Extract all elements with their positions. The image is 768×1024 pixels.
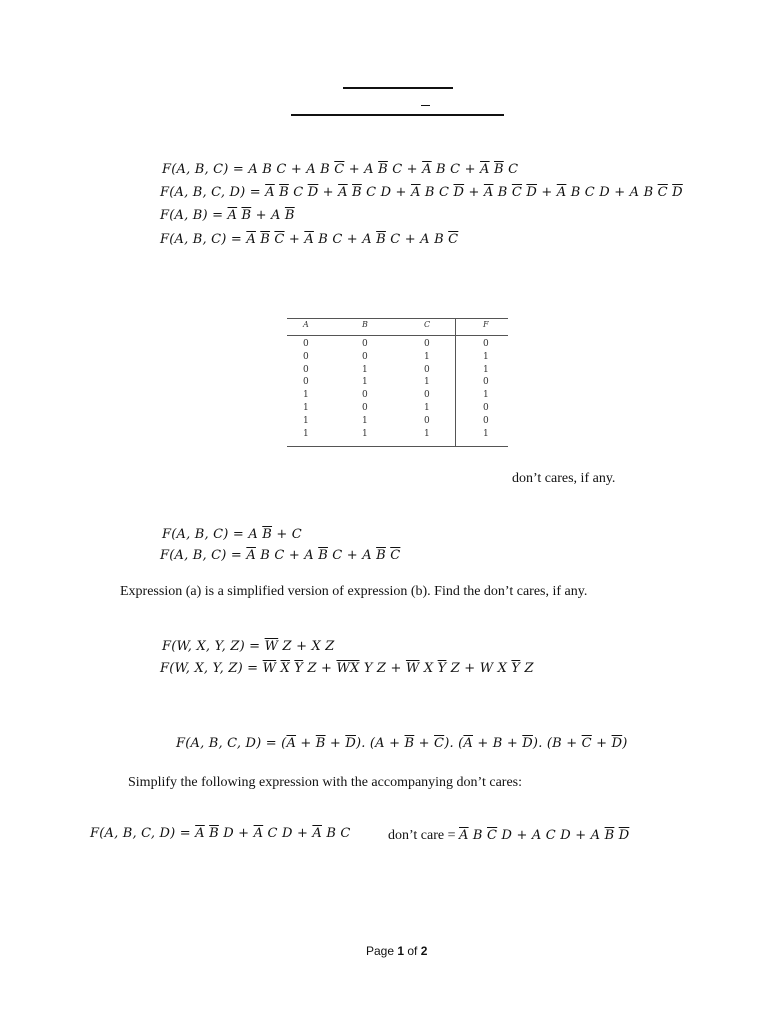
equation-segment: Y Z +	[359, 661, 406, 676]
overlined-term: $\overline{A}$	[265, 185, 275, 200]
overlined-term: $\overline{A}$	[459, 828, 469, 843]
overlined-term: $\overline{C}$	[581, 736, 592, 751]
overlined-term: $\overline{WX}$	[336, 661, 360, 676]
table-cell: 0	[483, 403, 489, 413]
table-cell: 1	[362, 428, 368, 439]
table-cell: 0	[303, 351, 309, 362]
table-cell: 1	[424, 377, 430, 388]
overlined-term: $\overline{D}$	[307, 185, 319, 200]
equation-segment: C	[503, 162, 519, 177]
equation-wxyz-2	[160, 661, 534, 676]
equation-segment: C D +	[361, 185, 411, 200]
footer-page-number: 1	[397, 944, 405, 958]
equation-segment: F(A, B, C) =	[160, 548, 247, 563]
equation-4	[160, 232, 458, 247]
equation-segment: B	[493, 185, 512, 200]
equation-segment: C + A B	[385, 232, 449, 247]
equation-segment: B C	[420, 185, 454, 200]
equation-segment: +	[318, 185, 339, 200]
table-cell: 1	[483, 364, 489, 375]
equation-segment: ). (	[444, 736, 464, 751]
table-cell: 1	[362, 364, 368, 375]
overlined-term: $\overline{A}$	[227, 208, 238, 223]
equation-segment: Z + W X	[446, 661, 512, 676]
equation-segment: C +	[387, 162, 423, 177]
table-cell: 1	[483, 351, 489, 362]
overlined-term: $\overline{D}$	[672, 185, 683, 200]
overlined-term: $\overline{A}$	[286, 736, 297, 751]
table-cell: 0	[303, 377, 309, 388]
overlined-term: $\overline{A}$	[338, 185, 348, 200]
dont-care-label: don’t care =	[388, 828, 459, 843]
overlined-term: $\overline{A}$	[312, 826, 322, 841]
overlined-term: $\overline{D}$	[611, 736, 623, 751]
equation-segment: +	[591, 736, 612, 751]
overlined-term: $\overline{A}$	[463, 736, 474, 751]
overlined-term: $\overline{B}$	[352, 185, 362, 200]
equation-2	[160, 185, 683, 200]
overlined-term: $\overline{C}$	[657, 185, 668, 200]
equation-segment: +	[325, 736, 346, 751]
table-cell: 1	[303, 390, 309, 401]
equation-segment: X	[419, 661, 438, 676]
overlined-term: $\overline{C}$	[448, 232, 459, 247]
truth-table	[287, 315, 508, 448]
equation-segment: D +	[218, 826, 254, 841]
table-cell: 0	[424, 339, 430, 349]
equation-segment: F(A, B, C) = A B C + A B	[162, 162, 335, 177]
overlined-term: $\overline{A}$	[410, 185, 421, 200]
equation-segment: +	[296, 736, 316, 751]
overlined-term: $\overline{A}$	[480, 162, 490, 177]
table-cell: 1	[362, 415, 368, 426]
table-cell: 1	[362, 377, 368, 388]
equation-segment: B C	[321, 826, 351, 841]
overlined-term: $\overline{X}$	[280, 661, 290, 676]
equation-segment: F(W, X, Y, Z) =	[162, 639, 265, 654]
dont-care-terms	[459, 828, 629, 843]
equation-segment: F(W, X, Y, Z) =	[160, 661, 263, 676]
equation-segment: F(A, B, C, D) = (	[176, 736, 287, 751]
equation-final	[90, 826, 351, 841]
equation-segment: ). (A +	[355, 736, 405, 751]
equation-segment: F(A, B, C) =	[160, 232, 247, 247]
overlined-term: $\overline{Y}$	[294, 661, 304, 676]
overlined-term: $\overline{C}$	[487, 828, 498, 843]
overlined-term: $\overline{B}$	[262, 527, 273, 542]
table-header-b: B	[362, 320, 368, 329]
table-cell: 1	[303, 403, 309, 413]
table-header-c: C	[424, 320, 431, 329]
equation-product-of-sums	[176, 736, 627, 751]
overlined-term: $\overline{B}$	[209, 826, 219, 841]
equation-a	[162, 527, 302, 542]
overlined-term: $\overline{A}$	[195, 826, 205, 841]
equation-3	[160, 208, 295, 223]
footer-prefix: Page	[366, 944, 398, 958]
equation-segment: C	[288, 185, 308, 200]
subtitle-minus-mark	[421, 105, 430, 106]
equation-segment: B C + A	[313, 232, 377, 247]
equation-segment: C D +	[263, 826, 313, 841]
overlined-term: $\overline{A}$	[422, 162, 432, 177]
equation-segment: D + A C D + A	[497, 828, 605, 843]
equation-segment: + A	[344, 162, 379, 177]
equation-segment: F(A, B, C, D) =	[160, 185, 266, 200]
table-cell: 1	[424, 351, 430, 362]
equation-wxyz-1	[162, 639, 335, 654]
overlined-term: $\overline{Y}$	[437, 661, 447, 676]
overlined-term: $\overline{C}$	[334, 162, 345, 177]
equation-1	[162, 162, 518, 177]
table-header-a: A	[303, 320, 309, 329]
overlined-term: $\overline{D}$	[522, 736, 533, 751]
equation-segment: B C + A	[255, 548, 319, 563]
table-cell: 0	[362, 351, 368, 362]
equation-segment: +	[537, 185, 557, 200]
equation-segment: + C	[272, 527, 302, 542]
overlined-term: $\overline{Y}$	[511, 661, 521, 676]
equation-segment: ). (B +	[532, 736, 582, 751]
equation-segment: C + A	[327, 548, 377, 563]
title-underline-1	[343, 87, 453, 89]
dont-care-expression	[388, 826, 629, 844]
overlined-term: $\overline{W}$	[264, 639, 279, 654]
overlined-term: $\overline{B}$	[378, 162, 388, 177]
overlined-term: $\overline{C}$	[511, 185, 523, 200]
overlined-term: $\overline{B}$	[284, 208, 295, 223]
overlined-term: $\overline{A}$	[304, 232, 314, 247]
overlined-term: $\overline{D}$	[345, 736, 356, 751]
overlined-term: $\overline{B}$	[493, 162, 504, 177]
overlined-term: $\overline{B}$	[376, 548, 386, 563]
table-cell: 1	[483, 390, 489, 401]
equation-segment: + A	[251, 208, 285, 223]
overlined-term: $\overline{D}$	[453, 185, 465, 200]
equation-segment: B	[468, 828, 488, 843]
page-footer	[366, 944, 427, 958]
overlined-term: $\overline{D}$	[618, 828, 630, 843]
equation-segment: Z +	[303, 661, 337, 676]
equation-segment: B C +	[431, 162, 481, 177]
table-cell: 0	[483, 377, 489, 388]
overlined-term: $\overline{B}$	[260, 232, 271, 247]
table-header-rule	[287, 335, 508, 336]
equation-segment: F(A, B, C) = A	[162, 527, 263, 542]
equation-segment: + B +	[473, 736, 523, 751]
table-cell: 0	[303, 364, 309, 375]
simplify-instruction: Simplify the following expression with the accompanying don’t cares:	[128, 775, 522, 790]
table-column-divider	[455, 318, 456, 447]
equation-segment: +	[284, 232, 305, 247]
table-cell: 0	[303, 339, 309, 349]
overlined-term: $\overline{C}$	[434, 736, 445, 751]
table-bottom-rule	[287, 446, 508, 447]
overlined-term: $\overline{B}$	[315, 736, 326, 751]
table-cell: 0	[424, 390, 430, 401]
footer-middle: of	[404, 944, 421, 958]
table-cell: 1	[303, 415, 309, 426]
table-cell: 0	[424, 364, 430, 375]
table-cell: 0	[483, 339, 489, 349]
table-cell: 1	[483, 428, 489, 439]
table-cell: 0	[362, 390, 368, 401]
equation-segment: +	[464, 185, 484, 200]
equation-segment: Z + X Z	[278, 639, 335, 654]
title-underline-2	[291, 114, 504, 116]
overlined-term: $\overline{B}$	[241, 208, 252, 223]
overlined-term: $\overline{C}$	[274, 232, 285, 247]
equation-segment: F(A, B) =	[160, 208, 228, 223]
overlined-term: $\overline{W}$	[262, 661, 277, 676]
overlined-term: $\overline{B}$	[279, 185, 289, 200]
table-cell: 0	[362, 339, 368, 349]
table-cell: 0	[362, 403, 368, 413]
overlined-term: $\overline{B}$	[376, 232, 386, 247]
overlined-term: $\overline{A}$	[483, 185, 494, 200]
table-cell: 1	[424, 403, 430, 413]
equation-b	[160, 548, 400, 563]
table-header-f: F	[483, 320, 489, 329]
overlined-term: $\overline{W}$	[405, 661, 420, 676]
overlined-term: $\overline{A}$	[556, 185, 567, 200]
overlined-term: $\overline{C}$	[390, 548, 401, 563]
equation-segment: B C D + A B	[566, 185, 658, 200]
overlined-term: $\overline{B}$	[318, 548, 328, 563]
footer-total-pages: 2	[420, 944, 428, 958]
table-cell: 0	[424, 415, 430, 426]
overlined-term: $\overline{A}$	[246, 232, 256, 247]
table-cell: 1	[424, 428, 430, 439]
dont-cares-note: don’t cares, if any.	[512, 471, 616, 486]
overlined-term: $\overline{B}$	[604, 828, 615, 843]
table-cell: 0	[483, 415, 489, 426]
equation-segment: Z	[520, 661, 534, 676]
table-top-rule	[287, 318, 508, 319]
overlined-term: $\overline{B}$	[404, 736, 415, 751]
overlined-term: $\overline{D}$	[526, 185, 538, 200]
table-cell: 1	[303, 428, 309, 439]
expression-instruction: Expression (a) is a simplified version of expression (b). Find the don’t cares, if any.	[120, 584, 588, 599]
overlined-term: $\overline{A}$	[253, 826, 264, 841]
equation-segment: F(A, B, C, D) =	[90, 826, 196, 841]
equation-segment: +	[414, 736, 435, 751]
overlined-term: $\overline{A}$	[246, 548, 256, 563]
equation-segment: )	[622, 736, 628, 751]
